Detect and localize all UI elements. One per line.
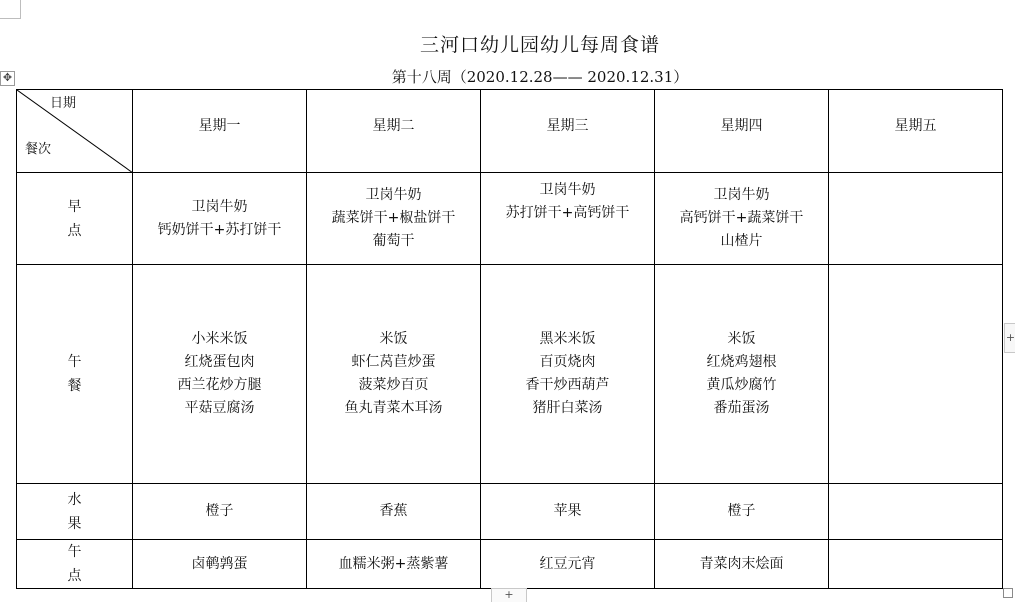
lunch-tuesday-cell: 米饭 虾仁莴苣炒蛋 菠菜炒百页 鱼丸青菜木耳汤	[307, 265, 481, 484]
lunch-friday-cell	[829, 265, 1003, 484]
fruit-tuesday-cell: 香蕉	[307, 484, 481, 540]
menu-table	[16, 89, 1003, 589]
fruit-monday-cell: 橙子	[133, 484, 307, 540]
lunch-row-label: 午 餐	[17, 265, 133, 484]
fruit-friday-cell	[829, 484, 1003, 540]
day-header-wednesday: 星期三	[481, 90, 655, 173]
page-title: 三河口幼儿园幼儿每周食谱	[419, 34, 660, 56]
fruit-wednesday-cell: 苹果	[481, 484, 655, 540]
page-corner-mark	[0, 0, 21, 19]
lunch-thursday-cell: 米饭 红烧鸡翅根 黄瓜炒腐竹 番茄蛋汤	[655, 265, 829, 484]
breakfast-wednesday-cell: 卫岗牛奶 苏打饼干+高钙饼干	[481, 173, 655, 265]
breakfast-row	[17, 173, 1003, 265]
breakfast-monday-cell: 卫岗牛奶 钙奶饼干+苏打饼干	[133, 173, 307, 265]
week-subtitle: 第十八周（2020.12.28—— 2020.12.31）	[391, 68, 689, 86]
add-column-handle-icon[interactable]: +	[1004, 323, 1015, 353]
snack-tuesday-cell: 血糯米粥+蒸紫薯	[307, 540, 481, 589]
snack-monday-cell: 卤鹌鹑蛋	[133, 540, 307, 589]
add-row-handle-icon[interactable]: +	[491, 588, 527, 602]
snack-thursday-cell: 青菜肉末烩面	[655, 540, 829, 589]
lunch-monday-cell: 小米米饭 红烧蛋包肉 西兰花炒方腿 平菇豆腐汤	[133, 265, 307, 484]
breakfast-thursday-cell: 卫岗牛奶 高钙饼干+蔬菜饼干 山楂片	[655, 173, 829, 265]
day-header-thursday: 星期四	[655, 90, 829, 173]
breakfast-friday-cell	[829, 173, 1003, 265]
day-header-tuesday: 星期二	[307, 90, 481, 173]
afternoon-snack-row-label: 午 点	[17, 540, 133, 589]
day-header-friday: 星期五	[829, 90, 1003, 173]
lunch-row	[17, 265, 1003, 484]
afternoon-snack-row	[17, 540, 1003, 589]
fruit-row-label: 水 果	[17, 484, 133, 540]
snack-friday-cell	[829, 540, 1003, 589]
breakfast-tuesday-cell: 卫岗牛奶 蔬菜饼干+椒盐饼干 葡萄干	[307, 173, 481, 265]
meal-header-label: 餐次	[25, 142, 52, 157]
diagonal-header-cell	[17, 90, 133, 173]
header-row	[17, 90, 1003, 173]
snack-wednesday-cell: 红豆元宵	[481, 540, 655, 589]
fruit-row	[17, 484, 1003, 540]
fruit-thursday-cell: 橙子	[655, 484, 829, 540]
date-header-label: 日期	[50, 96, 77, 111]
table-move-handle-icon[interactable]: ✥	[0, 71, 15, 86]
day-header-monday: 星期一	[133, 90, 307, 173]
lunch-wednesday-cell: 黑米米饭 百页烧肉 香干炒西葫芦 猪肝白菜汤	[481, 265, 655, 484]
table-resize-handle-icon[interactable]	[1003, 588, 1013, 598]
breakfast-row-label: 早 点	[17, 173, 133, 265]
